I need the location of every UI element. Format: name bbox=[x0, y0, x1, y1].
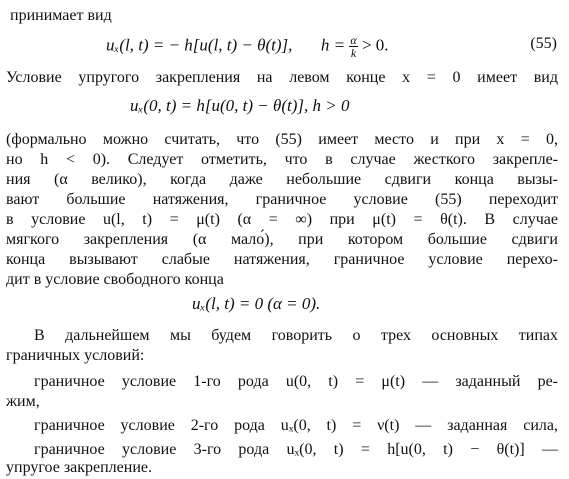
text-line: конца вызывают слабые натяжения, граничное условие перехо- bbox=[6, 251, 558, 268]
text-line: мягкого закрепления (α мало́), при котором большие сдвиги bbox=[6, 231, 558, 248]
text-line: в условие u(l, t) = μ(t) (α = ∞) при μ(t) = θ(t). В случае bbox=[6, 211, 558, 228]
fraction-denominator: k bbox=[350, 46, 357, 60]
text-line: Условие упругого закрепления на левом конце x = 0 имеет вид bbox=[6, 69, 558, 86]
list-item: граничное условие 1-го рода u(0, t) = μ(t) — заданный ре- bbox=[34, 373, 558, 390]
equation-55-fraction bbox=[349, 34, 357, 59]
list-item: граничное условие 2-го рода uₓ(0, t) = ν(t) — заданная сила, bbox=[34, 417, 558, 434]
list-item: жим, bbox=[6, 393, 40, 410]
equation-free-end: uₓ(l, t) = 0 (α = 0). bbox=[192, 294, 321, 313]
equation-55-main: uₓ(l, t) = − h[u(l, t) − θ(t)], bbox=[106, 35, 293, 55]
text-line: принимает вид bbox=[10, 7, 112, 24]
text-line: дит в условие свободного конца bbox=[6, 271, 224, 288]
equation-55-tail: > 0. bbox=[361, 35, 389, 55]
list-item: упругое закрепление. bbox=[6, 459, 152, 476]
equation-55 bbox=[106, 34, 389, 59]
equation-left-end: uₓ(0, t) = h[u(0, t) − θ(t)], h > 0 bbox=[130, 96, 350, 115]
text-line: (формально можно считать, что (55) имеет место и при x = 0, bbox=[6, 131, 558, 148]
equation-55-h: h = bbox=[320, 35, 346, 55]
equation-number-55: (55) bbox=[530, 35, 557, 52]
list-item: граничное условие 3-го рода uₓ(0, t) = h[u(0, t) − θ(t)] — bbox=[34, 441, 558, 458]
text-line: вают большие натяжения, граничное условие (55) переходит bbox=[6, 191, 558, 208]
text-line: В дальнейшем мы будем говорить о трех основных типах bbox=[34, 327, 558, 344]
fraction-numerator: α bbox=[350, 33, 357, 47]
text-line: но h < 0). Следует отметить, что в случае жесткого закрепле- bbox=[6, 151, 558, 168]
text-line: ния (α велико), когда даже небольшие сдвиги конца вызы- bbox=[6, 171, 558, 188]
text-line: граничных условий: bbox=[6, 347, 145, 364]
